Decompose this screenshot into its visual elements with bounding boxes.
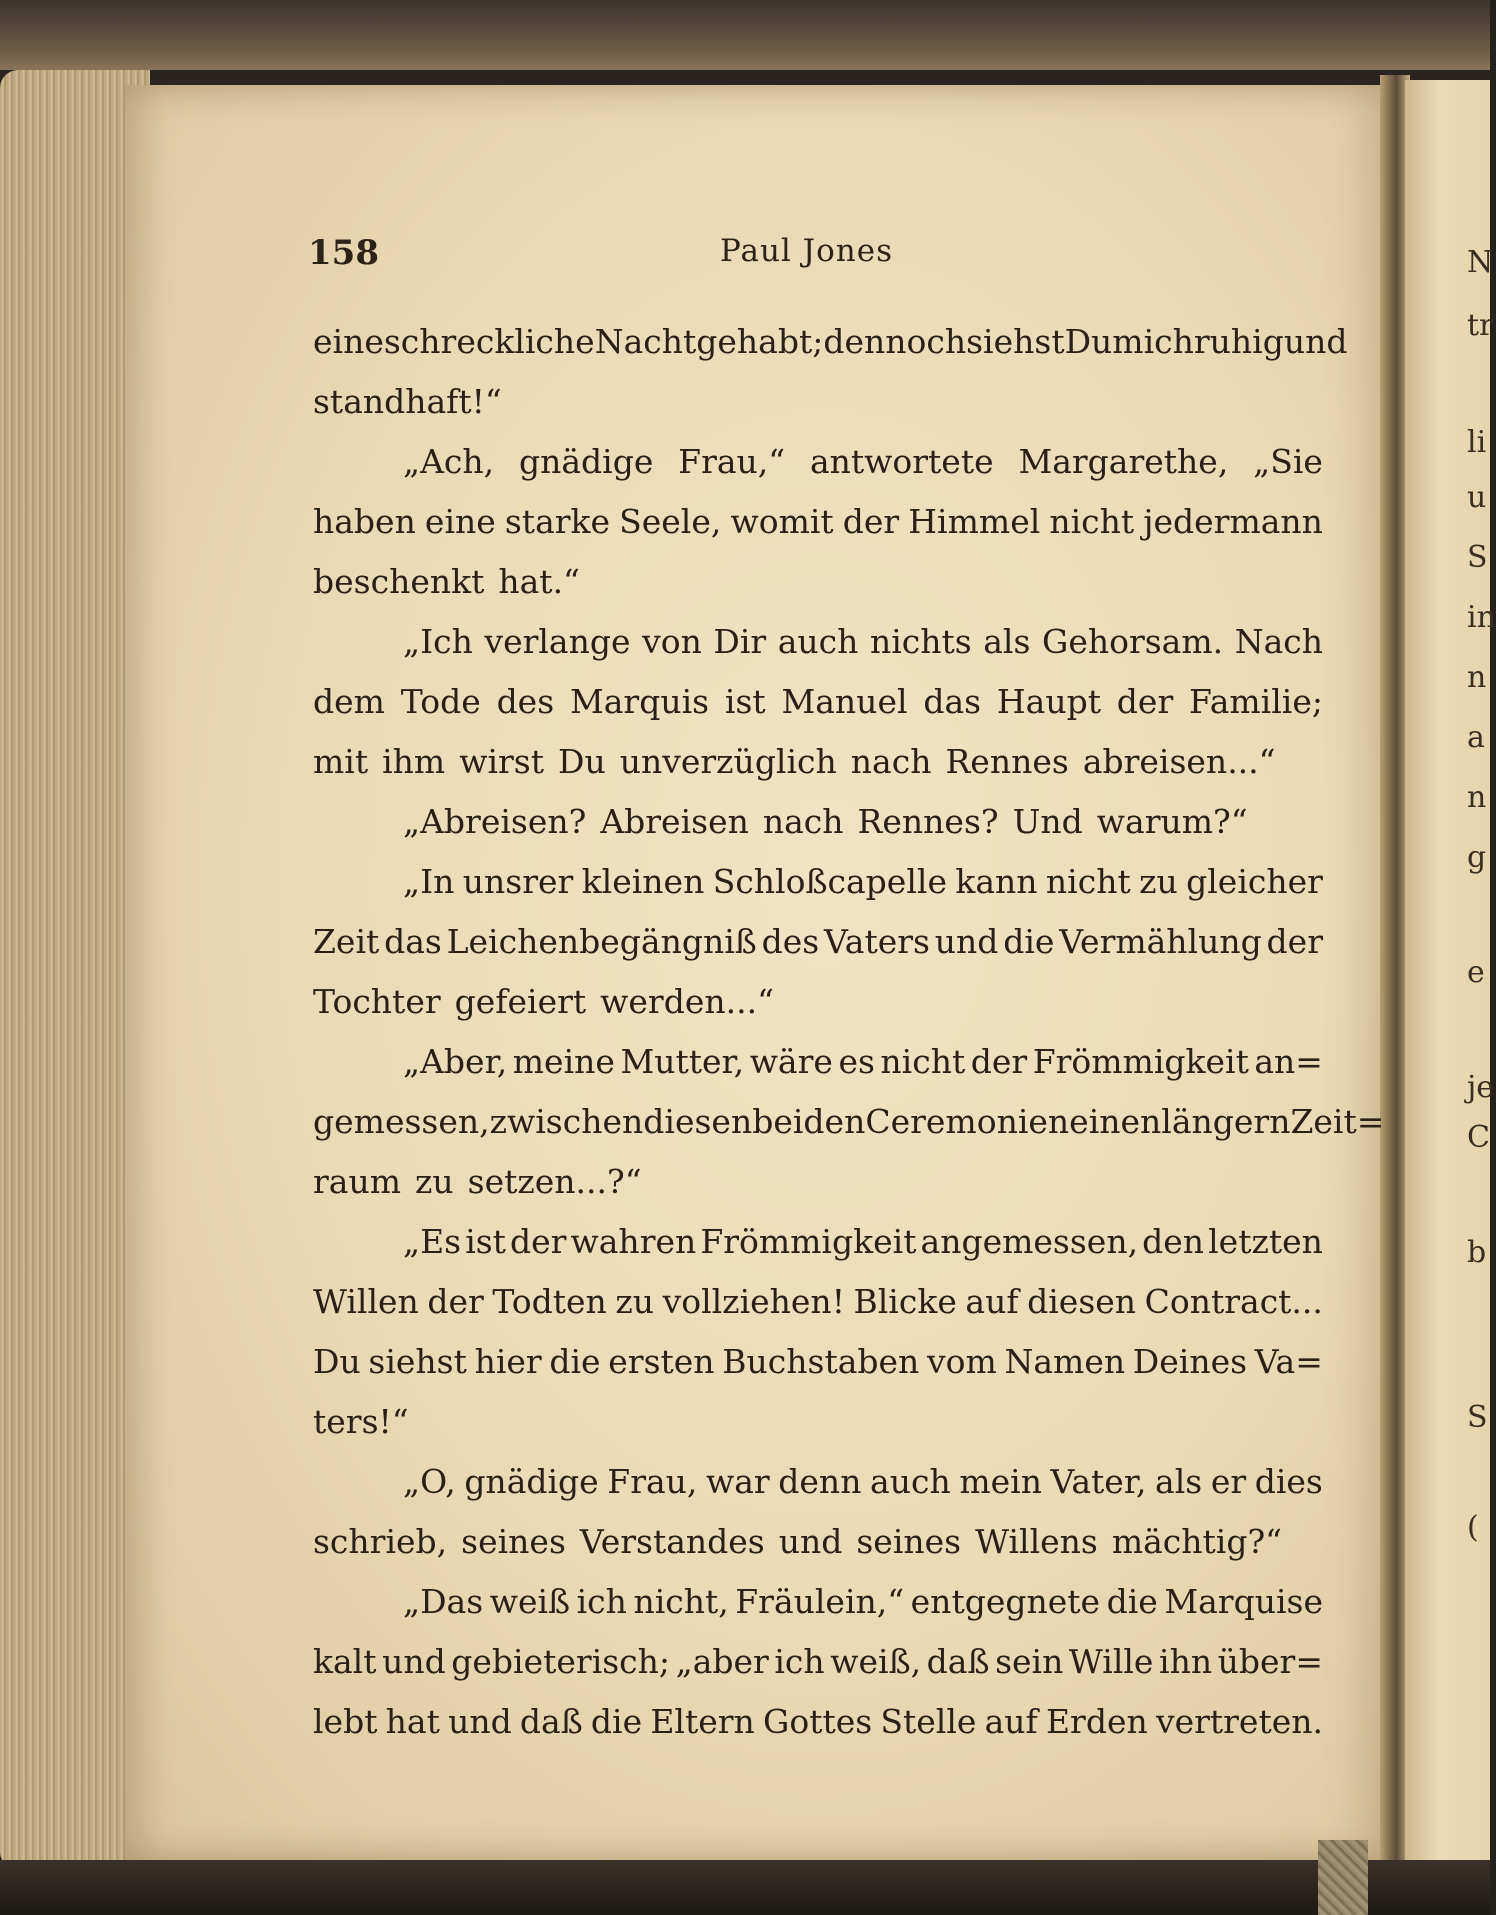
text-line <box>313 1452 1323 1512</box>
word: von <box>642 622 702 661</box>
word: Frau,“ <box>678 442 786 481</box>
word: zu <box>615 1282 655 1321</box>
word: ters!“ <box>313 1402 409 1441</box>
text-line <box>313 1692 1323 1752</box>
word: Eltern <box>650 1702 755 1741</box>
word: der <box>1116 682 1174 721</box>
word: nach <box>762 802 844 841</box>
word: Marquise <box>1164 1582 1323 1621</box>
word: das <box>384 922 442 961</box>
text-line <box>313 1032 1323 1092</box>
book-cover-bottom <box>0 1860 1490 1915</box>
text-line <box>313 1632 1323 1692</box>
word: er <box>1210 1462 1247 1501</box>
word: Schloßcapelle <box>712 862 947 901</box>
word: Familie; <box>1189 682 1323 721</box>
word: zu <box>415 1162 454 1201</box>
word: „Das <box>403 1582 484 1621</box>
word: Erden <box>1045 1702 1148 1741</box>
word: Rennes? <box>857 802 999 841</box>
text-line <box>313 372 1323 432</box>
word: weiß, <box>830 1642 922 1681</box>
word: unverzüglich <box>619 742 837 781</box>
word: Abreisen <box>600 802 749 841</box>
word: kann <box>955 862 1038 901</box>
body-text <box>313 312 1385 1752</box>
word: eine <box>313 322 384 361</box>
facing-page-letter: n <box>1467 660 1487 695</box>
text-line <box>313 492 1323 552</box>
word: unsrer <box>462 862 574 901</box>
word: seines <box>461 1522 566 1561</box>
text-line <box>313 552 1323 612</box>
word: kalt <box>313 1642 377 1681</box>
word: nicht <box>1045 862 1131 901</box>
word: nichts <box>869 622 972 661</box>
word: „Ach, <box>403 442 495 481</box>
text-line <box>313 612 1323 672</box>
word: dem <box>313 682 385 721</box>
word: auf <box>984 1702 1038 1741</box>
word: zwischen <box>489 1102 644 1141</box>
word: die <box>590 1702 643 1741</box>
word: Tode <box>400 682 481 721</box>
word: „Aber, <box>403 1042 508 1081</box>
word: einen <box>1069 1102 1162 1141</box>
word: hier <box>474 1342 542 1381</box>
word: gleicher <box>1186 862 1323 901</box>
word: Du <box>1064 322 1113 361</box>
facing-page-letter: N <box>1467 245 1494 280</box>
word: Haupt <box>996 682 1101 721</box>
word: Contract... <box>1144 1282 1323 1321</box>
word: mächtig?“ <box>1111 1522 1283 1561</box>
word: Willens <box>975 1522 1098 1561</box>
facing-page-letter: S <box>1467 540 1488 575</box>
word: Du <box>313 1342 361 1381</box>
word: und <box>934 922 999 961</box>
word: lebt <box>313 1702 378 1741</box>
word: starke <box>504 502 611 541</box>
facing-page-letter: S <box>1467 1400 1488 1435</box>
word: nicht <box>1049 502 1135 541</box>
word: Leichenbegängniß <box>446 922 757 961</box>
word: Deines <box>1132 1342 1248 1381</box>
word: Gehorsam. <box>1041 622 1224 661</box>
word: nicht <box>880 1042 966 1081</box>
word: Namen <box>1004 1342 1126 1381</box>
word: ihn <box>1159 1642 1213 1681</box>
word: gnädige <box>464 1462 599 1501</box>
text-line <box>313 1332 1323 1392</box>
word: und <box>778 1522 843 1561</box>
word: der <box>842 502 900 541</box>
word: diesen <box>1027 1282 1137 1321</box>
word: gemessen, <box>313 1102 490 1141</box>
word: raum <box>313 1162 401 1201</box>
word: ist <box>724 682 766 721</box>
word: wahren <box>570 1222 697 1261</box>
word: und <box>448 1702 512 1741</box>
word: das <box>923 682 982 721</box>
word: daß <box>926 1642 990 1681</box>
facing-page-letter: ( <box>1467 1510 1479 1545</box>
word: Frömmigkeit <box>1032 1042 1249 1081</box>
facing-page-letter: C <box>1467 1120 1490 1155</box>
word: hat.“ <box>498 562 580 601</box>
facing-page-letter: e <box>1467 955 1485 990</box>
word: als <box>1155 1462 1203 1501</box>
word: dennoch <box>823 322 967 361</box>
word: Himmel <box>908 502 1041 541</box>
word: des <box>496 682 555 721</box>
word: hat <box>385 1702 440 1741</box>
word: Blicke <box>853 1282 957 1321</box>
text-line <box>313 1272 1323 1332</box>
word: die <box>1003 922 1055 961</box>
word: Vaters <box>824 922 930 961</box>
word: nach <box>850 742 932 781</box>
word: beschenkt <box>313 562 485 601</box>
word: Seele, <box>619 502 722 541</box>
word: Und <box>1012 802 1083 841</box>
word: vom <box>926 1342 997 1381</box>
word: den <box>1142 1222 1205 1261</box>
word: Zeit= <box>1290 1102 1385 1141</box>
text-line <box>313 1152 1323 1212</box>
word: wirst <box>459 742 544 781</box>
word: wäre <box>749 1042 833 1081</box>
word: jedermann <box>1143 502 1323 541</box>
word: kleinen <box>581 862 705 901</box>
word: warum?“ <box>1096 802 1248 841</box>
word: auch <box>870 1462 951 1501</box>
word: angemessen, <box>920 1222 1139 1261</box>
word: Wille <box>1068 1642 1154 1681</box>
word: ruhig <box>1193 322 1284 361</box>
word: der <box>427 1282 484 1321</box>
word: die <box>1106 1582 1158 1621</box>
word: Nach <box>1234 622 1323 661</box>
facing-page <box>1405 80 1496 1870</box>
word: „Ich <box>403 622 473 661</box>
word: gebieterisch; <box>451 1642 671 1681</box>
word: und <box>1283 322 1348 361</box>
word: ich <box>774 1642 825 1681</box>
word: mein <box>959 1462 1042 1501</box>
word: werden...“ <box>600 982 774 1021</box>
word: war <box>705 1462 770 1501</box>
word: auch <box>777 622 859 661</box>
word: Manuel <box>781 682 908 721</box>
word: Vater, <box>1050 1462 1147 1501</box>
word: über= <box>1217 1642 1323 1681</box>
word: Frömmigkeit <box>700 1222 917 1261</box>
word: Tochter <box>313 982 441 1021</box>
word: zu <box>1139 862 1178 901</box>
word: der <box>510 1222 567 1261</box>
word: als <box>983 622 1031 661</box>
text-line <box>313 1512 1323 1572</box>
word: vollziehen! <box>662 1282 845 1321</box>
text-line <box>313 792 1323 852</box>
word: entgegnete <box>910 1582 1101 1621</box>
word: gefeiert <box>454 982 587 1021</box>
word: antwortete <box>809 442 994 481</box>
facing-page-letter: li <box>1467 425 1487 460</box>
word: abreisen...“ <box>1082 742 1276 781</box>
word: Marquis <box>569 682 710 721</box>
word: siehst <box>966 322 1065 361</box>
word: Stelle <box>880 1702 977 1741</box>
word: haben <box>313 502 416 541</box>
word: ich <box>576 1582 627 1621</box>
word: Dir <box>713 622 767 661</box>
text-line <box>313 852 1323 912</box>
word: Du <box>558 742 606 781</box>
page-number: 158 <box>308 233 379 273</box>
facing-page-letter: u <box>1467 480 1487 515</box>
word: „In <box>403 862 455 901</box>
facing-page-letter: a <box>1467 720 1485 755</box>
word: vertreten. <box>1155 1702 1323 1741</box>
facing-page-letter: n <box>1467 780 1487 815</box>
word: Verstandes <box>579 1522 765 1561</box>
word: „O, <box>403 1462 456 1501</box>
word: Gottes <box>762 1702 873 1741</box>
text-line <box>313 312 1348 372</box>
text-line <box>313 912 1323 972</box>
word: der <box>1266 922 1323 961</box>
word: „Abreisen? <box>403 802 587 841</box>
word: denn <box>778 1462 862 1501</box>
word: daß <box>519 1702 583 1741</box>
word: Fräulein,“ <box>735 1582 905 1621</box>
word: mich <box>1112 322 1194 361</box>
word: Todten <box>492 1282 607 1321</box>
word: „aber <box>675 1642 769 1681</box>
word: eine <box>424 502 496 541</box>
text-line <box>313 1572 1323 1632</box>
word: ersten <box>608 1342 715 1381</box>
text-line <box>313 972 1323 1032</box>
running-header <box>0 233 1490 283</box>
facing-page-letter: je <box>1467 1070 1495 1105</box>
word: „Sie <box>1253 442 1323 481</box>
word: der <box>970 1042 1028 1081</box>
word: es <box>838 1042 875 1081</box>
word: an= <box>1254 1042 1323 1081</box>
word: gnädige <box>518 442 654 481</box>
word: setzen...?“ <box>467 1162 642 1201</box>
word: diesen <box>643 1102 753 1141</box>
word: Margarethe, <box>1018 442 1229 481</box>
word: des <box>761 922 820 961</box>
running-title: Paul Jones <box>720 233 893 269</box>
word: auf <box>965 1282 1019 1321</box>
word: ist <box>465 1222 506 1261</box>
facing-page-letter: b <box>1467 1235 1487 1270</box>
word: Mutter, <box>620 1042 745 1081</box>
word: ihm <box>382 742 446 781</box>
text-line <box>313 732 1323 792</box>
word: dies <box>1254 1462 1323 1501</box>
word: schreckliche <box>383 322 595 361</box>
facing-page-letter: tr <box>1467 308 1494 343</box>
word: Buchstaben <box>722 1342 920 1381</box>
bookmark-ribbon <box>1318 1840 1368 1915</box>
word: weiß <box>489 1582 571 1621</box>
text-line <box>313 432 1323 492</box>
word: beiden <box>752 1102 866 1141</box>
word: Rennes <box>945 742 1069 781</box>
word: letzten <box>1208 1222 1323 1261</box>
word: seines <box>856 1522 962 1561</box>
word: Va= <box>1254 1342 1323 1381</box>
text-line <box>313 1212 1323 1272</box>
word: Ceremonien <box>865 1102 1070 1141</box>
word: schrieb, <box>313 1522 448 1561</box>
word: sein <box>995 1642 1064 1681</box>
facing-page-letter: g <box>1467 840 1487 875</box>
word: Frau, <box>607 1462 698 1501</box>
text-line <box>313 1092 1385 1152</box>
word: womit <box>730 502 834 541</box>
text-line <box>313 1392 1323 1452</box>
facing-page-letter: in <box>1467 600 1496 635</box>
word: siehst <box>368 1342 467 1381</box>
word: und <box>382 1642 446 1681</box>
word: nicht, <box>633 1582 729 1621</box>
word: Zeit <box>313 922 380 961</box>
word: verlange <box>484 622 631 661</box>
word: standhaft!“ <box>313 382 502 421</box>
book-cover-top <box>0 0 1490 70</box>
text-line <box>313 672 1323 732</box>
word: gehabt; <box>696 322 824 361</box>
word: die <box>549 1342 601 1381</box>
word: meine <box>512 1042 615 1081</box>
word: „Es <box>403 1222 462 1261</box>
word: längern <box>1161 1102 1291 1141</box>
word: mit <box>313 742 369 781</box>
word: Willen <box>313 1282 419 1321</box>
word: Nacht <box>594 322 697 361</box>
word: Vermählung <box>1059 922 1262 961</box>
